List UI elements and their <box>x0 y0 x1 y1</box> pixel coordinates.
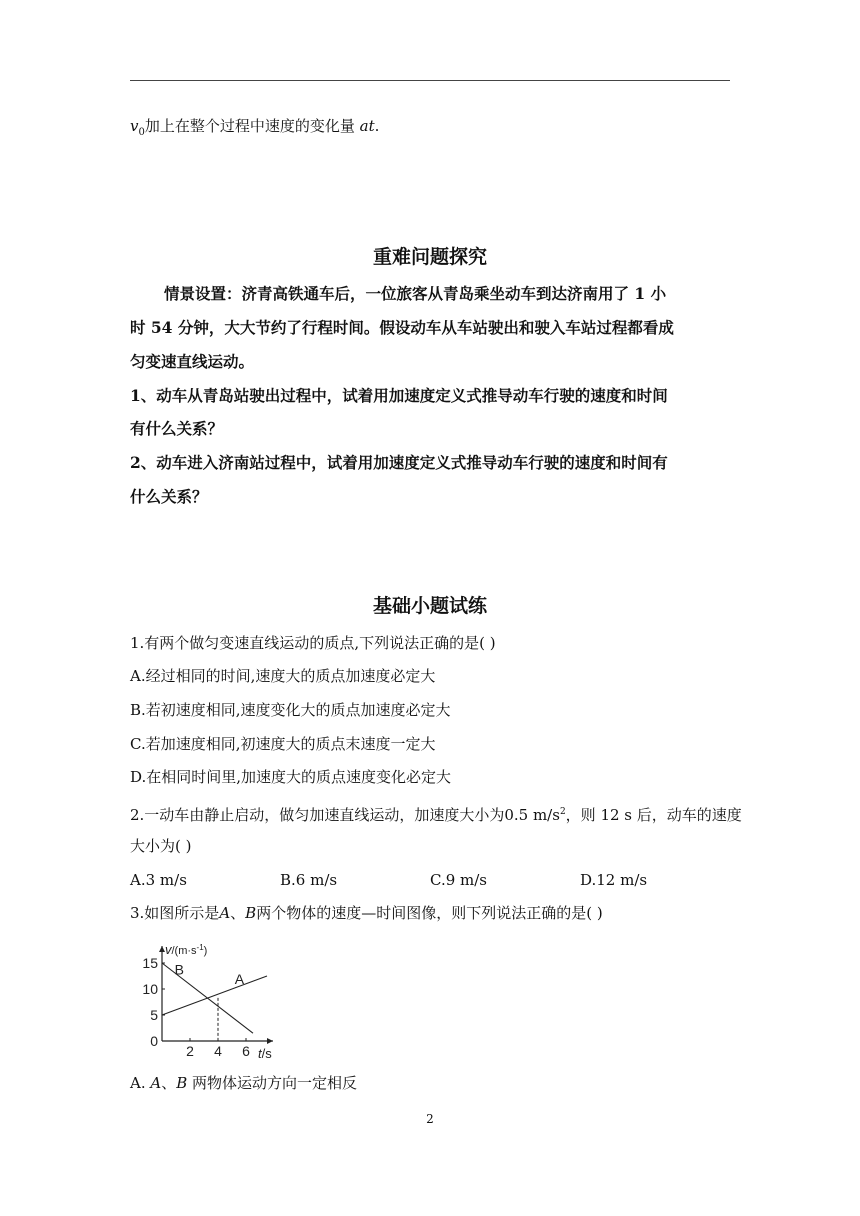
exercise-1-option-a: A.经过相同的时间,速度大的质点加速度必定大 <box>130 667 436 685</box>
exercise-3-stem-b: 两个物体的速度—时间图像，则下列说法正确的是( ) <box>256 904 603 922</box>
v0-subscript: 0 <box>138 127 145 138</box>
exercise-2-option-d: D.12 m/s <box>580 871 648 889</box>
intro-end: . <box>374 117 380 135</box>
question-1-line-2: 有什么关系？ <box>130 419 224 438</box>
exercise-2-stem <box>130 802 742 825</box>
question-2-line-1: 2、动车进入济南站过程中，试着用加速度定义式推导动车行驶的速度和时间有 <box>130 453 668 472</box>
x-tick-label: 2 <box>186 1043 194 1059</box>
scenario-line-3: 匀变速直线运动。 <box>130 352 255 371</box>
series-line-a <box>162 976 267 1015</box>
exercise-3-separator: 、 <box>230 904 246 922</box>
exercise-2-acceleration: 0.5 m/s <box>504 806 560 824</box>
page-number: 2 <box>426 1112 434 1126</box>
section-heading-difficult: 重难问题探究 <box>372 246 487 268</box>
series-label-b: B <box>174 961 184 978</box>
v0-symbol: v <box>130 117 139 135</box>
y-axis-label: $v/(m\cdot s^{-1})$ <box>165 942 208 957</box>
exercise-2-options <box>130 870 730 890</box>
exercise-2-option-c: C.9 m/s <box>430 871 487 889</box>
velocity-time-chart <box>130 936 290 1066</box>
x-tick-label: 4 <box>214 1043 222 1059</box>
section-heading-basic: 基础小题试练 <box>372 595 487 617</box>
header-rule <box>130 80 730 81</box>
scenario-line-2: 时 54 分钟，大大节约了行程时间。假设动车从车站驶出和驶入车站过程都看成 <box>130 318 674 337</box>
exercise-2-option-a: A.3 m/s <box>130 871 187 889</box>
y-tick-label: 15 <box>142 955 158 971</box>
series-label-a: A <box>234 970 245 987</box>
question-1-line-1: 1、动车从青岛站驶出过程中，试着用加速度定义式推导动车行驶的速度和时间 <box>130 386 668 405</box>
exercise-2-accel-exponent: 2 <box>559 807 566 817</box>
exercise-2-stem-line-2: 大小为( ) <box>130 837 192 855</box>
exercise-3-stem-a: 3.如图所示是 <box>130 904 220 922</box>
x-axis-arrow <box>267 1038 273 1044</box>
exercise-3-option-a-obj-b: B <box>176 1074 188 1092</box>
question-2-line-2: 什么关系？ <box>130 487 208 506</box>
exercise-3-option-a <box>130 1073 357 1093</box>
exercise-3-object-a: A <box>219 904 231 922</box>
exercise-1-option-c: C.若加速度相同,初速度大的质点末速度一定大 <box>130 735 436 753</box>
exercise-2-option-b: B.6 m/s <box>280 871 338 889</box>
exercise-1-option-b: B.若初速度相同,速度变化大的质点加速度必定大 <box>130 701 451 719</box>
intro-line <box>130 116 379 143</box>
y-tick-label: 5 <box>150 1007 158 1023</box>
exercise-2-stem-b: ，则 12 s 后，动车的速度 <box>565 806 742 824</box>
exercise-3-option-a-obj-a: A <box>150 1074 162 1092</box>
y-tick-label: 0 <box>150 1033 158 1049</box>
exercise-3-object-b: B <box>245 904 257 922</box>
exercise-2-stem-a: 2.一动车由静止启动，做匀加速直线运动，加速度大小为 <box>130 806 505 824</box>
scenario-line-1: 情景设置：济青高铁通车后，一位旅客从青岛乘坐动车到达济南用了 1 小 <box>164 284 667 303</box>
x-axis-label: t/s <box>258 1046 272 1061</box>
exercise-1-option-d: D.在相同时间里,加速度大的质点速度变化必定大 <box>130 768 452 786</box>
exercise-3-option-a-sep: 、 <box>161 1074 177 1092</box>
exercise-1-stem: 1.有两个做匀变速直线运动的质点,下列说法正确的是( ) <box>130 634 496 652</box>
intro-text: 加上在整个过程中速度的变化量 <box>144 117 355 135</box>
y-tick-label: 10 <box>142 981 158 997</box>
exercise-3-option-a-label: A. <box>130 1074 151 1092</box>
at-symbol: at <box>359 117 375 135</box>
x-tick-label: 6 <box>242 1043 250 1059</box>
exercise-3-option-a-text: 两物体运动方向一定相反 <box>187 1074 358 1092</box>
exercise-3-stem <box>130 903 603 923</box>
